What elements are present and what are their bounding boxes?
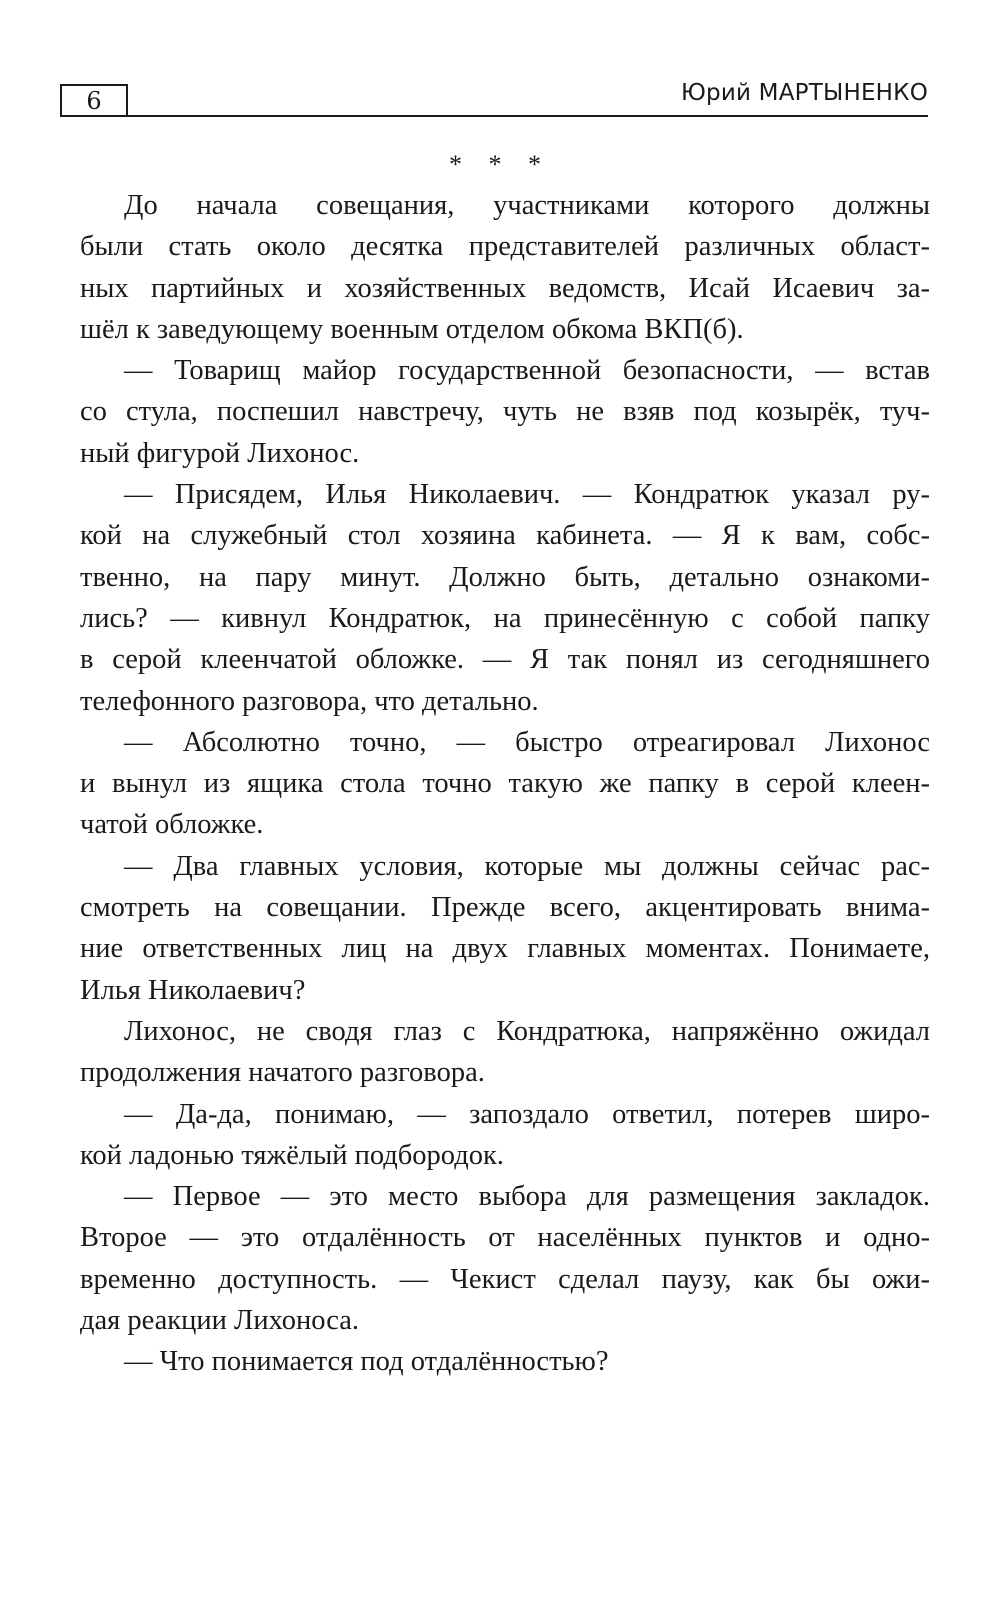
text-line: кой ладонью тяжёлый подбородок. bbox=[80, 1139, 504, 1171]
header-rule bbox=[60, 115, 928, 117]
text-line: были стать около десятка представителей различных област- bbox=[80, 231, 930, 263]
text-line: — Товарищ майор государственной безопасности, — встав bbox=[124, 355, 930, 387]
text-line: в серой клеенчатой обложке. — Я так понял из сегодняшнего bbox=[80, 644, 930, 676]
text-line: чатой обложке. bbox=[80, 809, 264, 841]
text-line: телефонного разговора, что детально. bbox=[80, 685, 539, 717]
paragraph bbox=[80, 185, 930, 350]
running-title: Юрий МАРТЫНЕНКО bbox=[681, 80, 928, 106]
text-line: кой на служебный стол хозяина кабинета. — Я к вам, собс- bbox=[80, 520, 930, 552]
text-line: Лихонос, не сводя глаз с Кондратюка, напряжённо ожидал bbox=[124, 1015, 930, 1047]
text-line: временно доступность. — Чекист сделал паузу, как бы ожи- bbox=[80, 1263, 930, 1295]
text-line: — Абсолютно точно, — быстро отреагировал Лихонос bbox=[124, 726, 930, 758]
text-line: Второе — это отдалённость от населённых пунктов и одно- bbox=[80, 1222, 930, 1254]
text-line: — Присядем, Илья Николаевич. — Кондратюк указал ру- bbox=[124, 479, 930, 511]
text-line: продолжения начатого разговора. bbox=[80, 1057, 485, 1089]
text-line: — Что понимается под отдалённостью? bbox=[124, 1346, 609, 1378]
text-line: шёл к заведующему военным отделом обкома ВКП(б). bbox=[80, 313, 744, 345]
paragraph bbox=[80, 350, 930, 474]
body-text bbox=[80, 185, 930, 1383]
paragraph bbox=[80, 846, 930, 1011]
text-line: ных партийных и хозяйственных ведомств, Исай Исаевич за- bbox=[80, 272, 930, 304]
text-line: — Первое — это место выбора для размещения закладок. bbox=[124, 1181, 930, 1213]
text-line: ный фигурой Лихонос. bbox=[80, 437, 360, 469]
scene-break: * * * bbox=[449, 150, 551, 179]
text-line: со стула, поспешил навстречу, чуть не взяв под козырёк, туч- bbox=[80, 396, 930, 428]
paragraph bbox=[80, 474, 930, 722]
text-line: дая реакции Лихоноса. bbox=[80, 1305, 359, 1337]
text-line: — Да-да, понимаю, — запоздало ответил, потерев широ- bbox=[124, 1098, 930, 1130]
page-number: 6 bbox=[60, 84, 128, 116]
paragraph bbox=[80, 1341, 930, 1382]
paragraph bbox=[80, 1094, 930, 1177]
paragraph bbox=[80, 1176, 930, 1341]
text-line: лись? — кивнул Кондратюк, на принесённую с собой папку bbox=[80, 602, 930, 634]
text-line: и вынул из ящика стола точно такую же папку в серой клеен- bbox=[80, 768, 930, 800]
paragraph bbox=[80, 1011, 930, 1094]
paragraph bbox=[80, 722, 930, 846]
text-line: — Два главных условия, которые мы должны сейчас рас- bbox=[124, 850, 930, 882]
text-line: До начала совещания, участниками которого должны bbox=[124, 190, 930, 221]
text-line: ние ответственных лиц на двух главных моментах. Понимаете, bbox=[80, 933, 930, 965]
text-line: Илья Николаевич? bbox=[80, 974, 306, 1006]
text-line: твенно, на пару минут. Должно быть, детально ознакоми- bbox=[80, 561, 930, 593]
text-line: смотреть на совещании. Прежде всего, акцентировать внима- bbox=[80, 892, 930, 924]
